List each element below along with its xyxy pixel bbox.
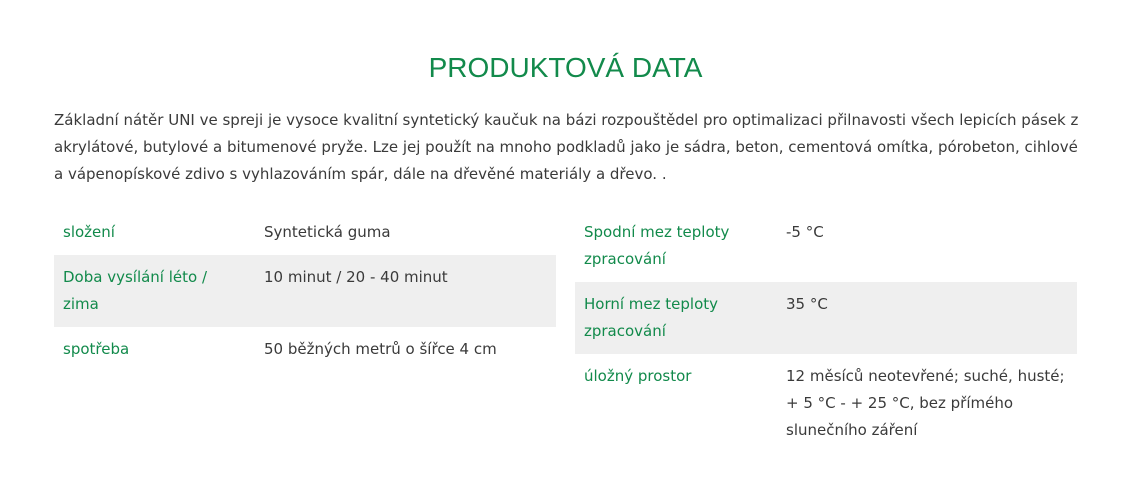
table-row [54,327,556,372]
table-row [54,255,556,327]
property-value: 12 měsíců neotevřené; suché, husté; + 5 °C - + 25 °C, bez přímého slunečního záření [786,367,1065,439]
property-label: Spodní mez teploty zpracování [584,223,730,268]
table-row [54,210,556,255]
section-title: PRODUKTOVÁ DATA [428,52,703,83]
property-label: složení [63,223,115,241]
property-label: úložný prostor [584,367,692,385]
property-label: Horní mez teploty zpracování [575,282,777,354]
product-data-table-left [54,210,556,372]
property-label: Doba vysílání léto / zima [54,255,255,327]
table-row [575,210,1077,282]
property-value: 10 minut / 20 - 40 minut [255,255,556,327]
table-row [575,282,1077,354]
property-value: 50 běžných metrů o šířce 4 cm [264,340,497,358]
table-row [575,354,1077,453]
property-label: spotřeba [63,340,130,358]
property-value: 35 °C [777,282,1077,354]
property-value: Syntetická guma [264,223,391,241]
product-description: Základní nátěr UNI ve spreji je vysoce kvalitní syntetický kaučuk na bázi rozpouštědel pro optimalizaci přilnavosti všech lepicích pásek z akrylátové, butylové a bitumenové pryže. Lze jej použít na mnoho podkladů jako je sádra, beton, cementová omítka, pórobeton, cihlové a vápenopískové zdivo s vyhlazováním spár, dále na dřevěné materiály a dřevo. . [54,111,1079,183]
product-data-table-right [575,210,1077,453]
property-value: -5 °C [786,223,824,241]
